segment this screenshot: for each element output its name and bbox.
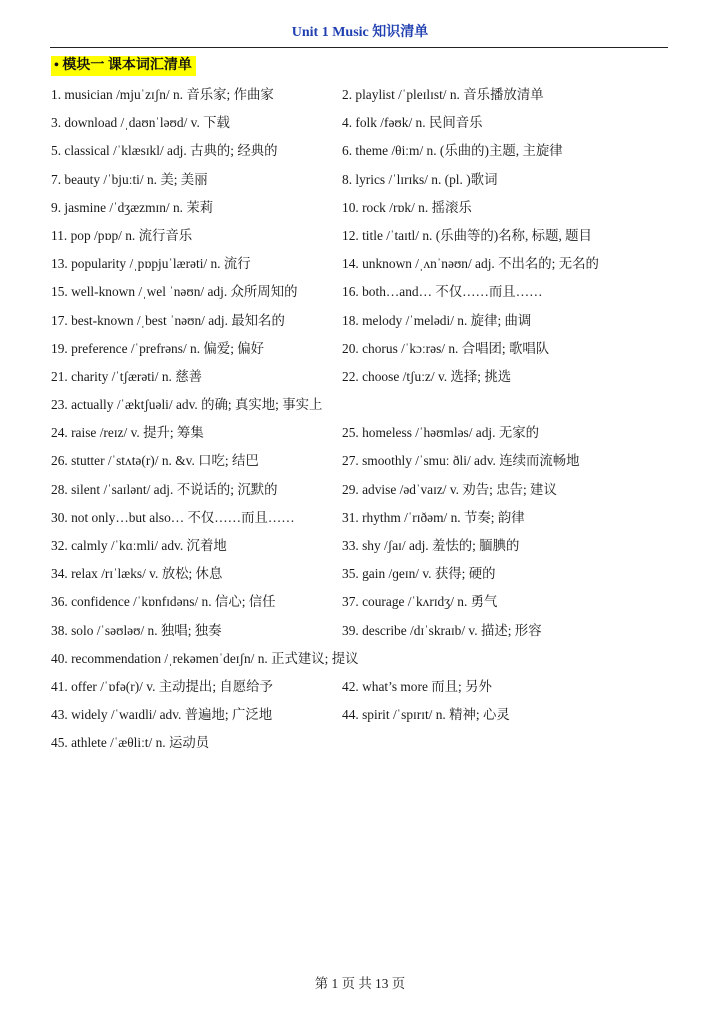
vocab-row	[51, 137, 671, 165]
vocab-entry: 12. title /ˈtaɪtl/ n. (乐曲等的)名称, 标题, 题目	[342, 227, 592, 243]
vocab-row	[51, 532, 671, 560]
vocab-entry: 13. popularity /ˌpɒpjuˈlærəti/ n. 流行	[51, 256, 251, 272]
vocab-entry: 18. melody /ˈmelədi/ n. 旋律; 曲调	[342, 312, 532, 328]
vocab-entry: 11. pop /pɒp/ n. 流行音乐	[51, 227, 193, 243]
vocab-row	[51, 194, 671, 222]
vocab-entry: 17. best-known /ˌbest ˈnəʊn/ adj. 最知名的	[51, 312, 285, 328]
vocab-entry: 27. smoothly /ˈsmuː ðli/ adv. 连续而流畅地	[342, 453, 580, 469]
vocab-entry: 29. advise /ədˈvaɪz/ v. 劝告; 忠告; 建议	[342, 481, 557, 497]
vocab-entry: 43. widely /ˈwaɪdli/ adv. 普遍地; 广泛地	[51, 707, 273, 723]
vocab-entry: 39. describe /dɪˈskraɪb/ v. 描述; 形容	[342, 622, 542, 638]
vocab-row	[51, 391, 671, 419]
vocab-entry: 16. both…and… 不仅……而且……	[342, 284, 543, 300]
vocab-entry: 5. classical /ˈklæsɪkl/ adj. 古典的; 经典的	[51, 143, 278, 159]
vocab-entry: 9. jasmine /ˈdʒæzmɪn/ n. 茉莉	[51, 199, 214, 215]
vocab-entry: 45. athlete /ˈæθliːt/ n. 运动员	[51, 735, 210, 751]
vocab-row	[51, 701, 671, 729]
vocab-entry: 1. musician /mjuˈzɪʃn/ n. 音乐家; 作曲家	[51, 87, 274, 102]
vocab-entry: 7. beauty /ˈbjuːti/ n. 美; 美丽	[51, 171, 208, 187]
vocab-entry: 44. spirit /ˈspɪrɪt/ n. 精神; 心灵	[342, 707, 510, 723]
page-number-footer: 第 1 页 共 13 页	[314, 976, 406, 991]
vocab-row	[51, 222, 671, 250]
vocab-entry: 31. rhythm /ˈrɪðəm/ n. 节奏; 韵律	[342, 509, 525, 525]
vocab-row	[51, 81, 671, 109]
vocab-row	[51, 588, 671, 616]
vocab-row	[51, 476, 671, 504]
vocab-entry: 37. courage /ˈkʌrɪdʒ/ n. 勇气	[342, 594, 498, 610]
vocab-entry: 42. what’s more 而且; 另外	[342, 678, 492, 694]
vocab-row	[51, 447, 671, 475]
vocab-entry: 22. choose /tʃuːz/ v. 选择; 挑选	[342, 368, 512, 384]
section-heading-highlight: • 模块一 课本词汇清单	[51, 56, 196, 76]
vocab-entry: 2. playlist /ˈpleɪlɪst/ n. 音乐播放清单	[342, 87, 544, 102]
vocab-entry: 38. solo /ˈsəʊləʊ/ n. 独唱; 独奏	[51, 622, 222, 638]
vocab-row	[51, 560, 671, 588]
vocab-entry: 23. actually /ˈæktʃuəli/ adv. 的确; 真实地; 事实上	[51, 397, 323, 413]
header-divider	[50, 47, 668, 48]
vocab-entry: 15. well-known /ˌwel ˈnəʊn/ adj. 众所周知的	[51, 284, 298, 300]
vocab-entry: 3. download /ˌdaʊnˈləʊd/ v. 下载	[51, 115, 230, 131]
vocab-entry: 6. theme /θiːm/ n. (乐曲的)主题, 主旋律	[342, 143, 563, 159]
vocab-entry: 30. not only…but also… 不仅……而且……	[51, 509, 295, 525]
vocab-entry: 35. gain /ɡeɪn/ v. 获得; 硬的	[342, 566, 496, 582]
vocab-row	[51, 335, 671, 363]
vocabulary-list	[51, 81, 671, 758]
vocab-entry: 28. silent /ˈsaɪlənt/ adj. 不说话的; 沉默的	[51, 481, 278, 497]
vocab-entry: 32. calmly /ˈkɑːmli/ adv. 沉着地	[51, 538, 227, 553]
vocab-row	[51, 250, 671, 278]
vocab-row	[51, 166, 671, 194]
vocab-entry: 10. rock /rɒk/ n. 摇滚乐	[342, 199, 472, 215]
vocab-entry: 20. chorus /ˈkɔːrəs/ n. 合唱团; 歌唱队	[342, 340, 550, 356]
vocab-entry: 21. charity /ˈtʃærəti/ n. 慈善	[51, 368, 202, 384]
vocab-row	[51, 109, 671, 137]
vocab-entry: 4. folk /fəʊk/ n. 民间音乐	[342, 115, 483, 131]
document-title: Unit 1 Music 知识清单	[291, 25, 429, 40]
vocab-entry: 24. raise /reɪz/ v. 提升; 筹集	[51, 425, 204, 441]
vocab-entry: 14. unknown /ˌʌnˈnəʊn/ adj. 不出名的; 无名的	[342, 256, 599, 272]
vocab-row	[51, 729, 671, 757]
vocab-entry: 8. lyrics /ˈlɪrɪks/ n. (pl. )歌词	[342, 171, 498, 187]
vocab-entry: 19. preference /ˈprefrəns/ n. 偏爱; 偏好	[51, 340, 265, 356]
vocab-row	[51, 278, 671, 306]
vocab-entry: 33. shy /ʃaɪ/ adj. 羞怯的; 腼腆的	[342, 538, 520, 553]
vocab-row	[51, 645, 671, 673]
vocab-row	[51, 617, 671, 645]
vocab-entry: 34. relax /rɪˈlæks/ v. 放松; 休息	[51, 566, 223, 582]
vocab-row	[51, 504, 671, 532]
vocab-row	[51, 419, 671, 447]
vocab-row	[51, 673, 671, 701]
vocab-entry: 41. offer /ˈɒfə(r)/ v. 主动提出; 自愿给予	[51, 678, 273, 694]
vocab-entry: 25. homeless /ˈhəʊmləs/ adj. 无家的	[342, 425, 540, 441]
vocab-row	[51, 307, 671, 335]
vocab-entry: 36. confidence /ˈkɒnfɪdəns/ n. 信心; 信任	[51, 594, 276, 610]
vocab-row	[51, 363, 671, 391]
vocab-entry: 40. recommendation /ˌrekəmenˈdeɪʃn/ n. 正式建议; 提议	[51, 650, 359, 666]
vocab-entry: 26. stutter /ˈstʌtə(r)/ n. &v. 口吃; 结巴	[51, 453, 259, 469]
